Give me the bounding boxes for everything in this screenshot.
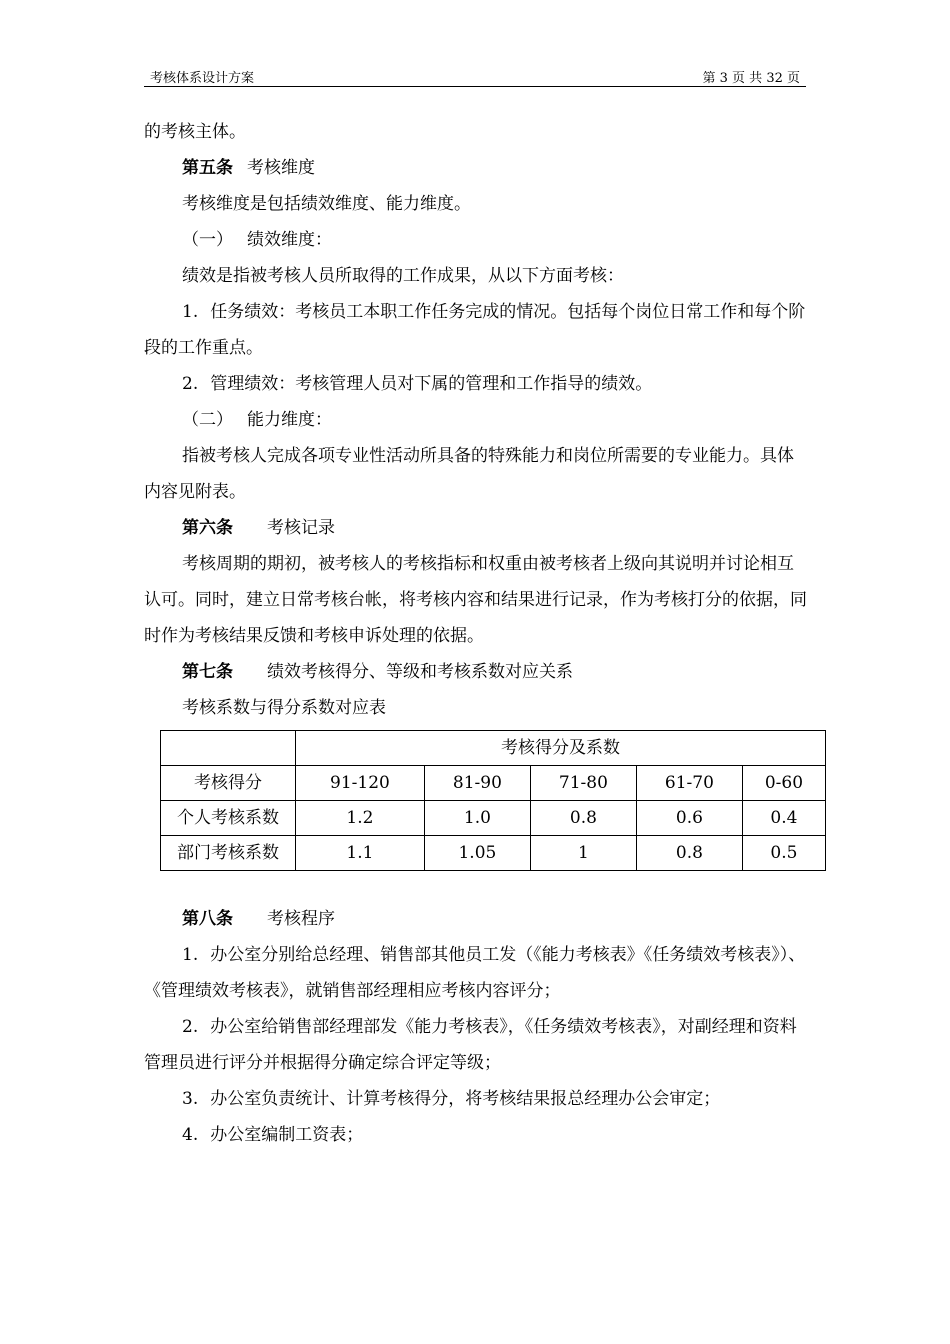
- article-8-heading: [144, 901, 808, 937]
- table-corner-cell: [161, 731, 296, 766]
- list-item: [144, 1009, 808, 1081]
- table-cell: 0-60: [742, 766, 825, 801]
- page-number: 第 3 页 共 32 页: [702, 71, 800, 86]
- row-label: 部门考核系数: [161, 836, 296, 871]
- table-row: [161, 836, 826, 871]
- section-2-heading: [144, 402, 808, 438]
- table-cell: 71-80: [530, 766, 636, 801]
- table-cell: 1.2: [296, 801, 425, 836]
- section-1-heading: [144, 222, 808, 258]
- coefficient-table: [160, 730, 826, 871]
- table-cell: 1.05: [424, 836, 530, 871]
- table-cell: 1.1: [296, 836, 425, 871]
- table-cell: 0.8: [530, 801, 636, 836]
- paragraph: 的考核主体。: [144, 122, 246, 142]
- document-body: [144, 114, 808, 1153]
- list-number: 3.: [182, 1089, 199, 1109]
- article-label: 第七条: [182, 662, 233, 682]
- table-cell: 0.8: [636, 836, 742, 871]
- article-title: 考核维度: [247, 158, 315, 178]
- table-group-header: 考核得分及系数: [296, 731, 826, 766]
- table-cell: 1: [530, 836, 636, 871]
- list-item: [144, 366, 808, 402]
- row-label: 考核得分: [161, 766, 296, 801]
- article-7-heading: [144, 654, 808, 690]
- list-text: 任务绩效：考核员工本职工作任务完成的情况。包括每个岗位日常工作和每个阶段的工作重点。: [144, 302, 806, 358]
- paragraph: 指被考核人完成各项专业性活动所具备的特殊能力和岗位所需要的专业能力。具体内容见附表。: [144, 446, 794, 502]
- page-header: [144, 64, 806, 87]
- table-cell: 1.0: [424, 801, 530, 836]
- list-text: 管理绩效：考核管理人员对下属的管理和工作指导的绩效。: [210, 374, 653, 394]
- table-row: [161, 766, 826, 801]
- list-text: 办公室负责统计、计算考核得分，将考核结果报总经理办公会审定；: [210, 1089, 721, 1109]
- article-6-heading: [144, 510, 808, 546]
- paragraph: 考核维度是包括绩效维度、能力维度。: [182, 194, 471, 214]
- list-number: 4.: [182, 1125, 199, 1145]
- paragraph: 考核周期的期初，被考核人的考核指标和权重由被考核者上级向其说明并讨论相互认可。同时，建立日常考核台帐，将考核内容和结果进行记录，作为考核打分的依据，同时作为考核结果反馈和考核申诉处理的依据。: [144, 554, 807, 646]
- list-number: 2.: [182, 374, 199, 394]
- table-caption: 考核系数与得分系数对应表: [182, 698, 386, 718]
- list-text: 办公室给销售部经理部发《能力考核表》，《任务绩效考核表》，对副经理和资料管理员进行评分并根据得分确定综合评定等级；: [144, 1017, 797, 1073]
- article-5-heading: [144, 150, 808, 186]
- table-cell: 61-70: [636, 766, 742, 801]
- section-label: （一）: [182, 230, 233, 250]
- article-label: 第六条: [182, 518, 233, 538]
- list-number: 1.: [182, 302, 199, 322]
- list-item: [144, 1117, 808, 1153]
- list-item: [144, 937, 808, 1009]
- list-text: 办公室编制工资表；: [210, 1125, 364, 1145]
- table-cell: 91-120: [296, 766, 425, 801]
- list-item: [144, 1081, 808, 1117]
- list-number: 1.: [182, 945, 199, 965]
- article-label: 第五条: [182, 158, 233, 178]
- table-cell: 81-90: [424, 766, 530, 801]
- list-number: 2.: [182, 1017, 199, 1037]
- section-title: 绩效维度：: [247, 230, 332, 250]
- article-title: 考核记录: [267, 518, 335, 538]
- table-cell: 0.5: [742, 836, 825, 871]
- article-title: 考核程序: [267, 909, 335, 929]
- document-title: 考核体系设计方案: [150, 71, 255, 86]
- table-cell: 0.4: [742, 801, 825, 836]
- list-text: 办公室分别给总经理、销售部其他员工发（《能力考核表》《任务绩效考核表》）、《管理绩效考核表》，就销售部经理相应考核内容评分；: [144, 945, 806, 1001]
- section-title: 能力维度：: [247, 410, 332, 430]
- section-label: （二）: [182, 410, 233, 430]
- list-item: [144, 294, 808, 366]
- article-title: 绩效考核得分、等级和考核系数对应关系: [267, 662, 573, 682]
- row-label: 个人考核系数: [161, 801, 296, 836]
- paragraph: 绩效是指被考核人员所取得的工作成果，从以下方面考核：: [182, 266, 624, 286]
- table-row: [161, 801, 826, 836]
- article-label: 第八条: [182, 909, 233, 929]
- table-row: [161, 731, 826, 766]
- table-cell: 0.6: [636, 801, 742, 836]
